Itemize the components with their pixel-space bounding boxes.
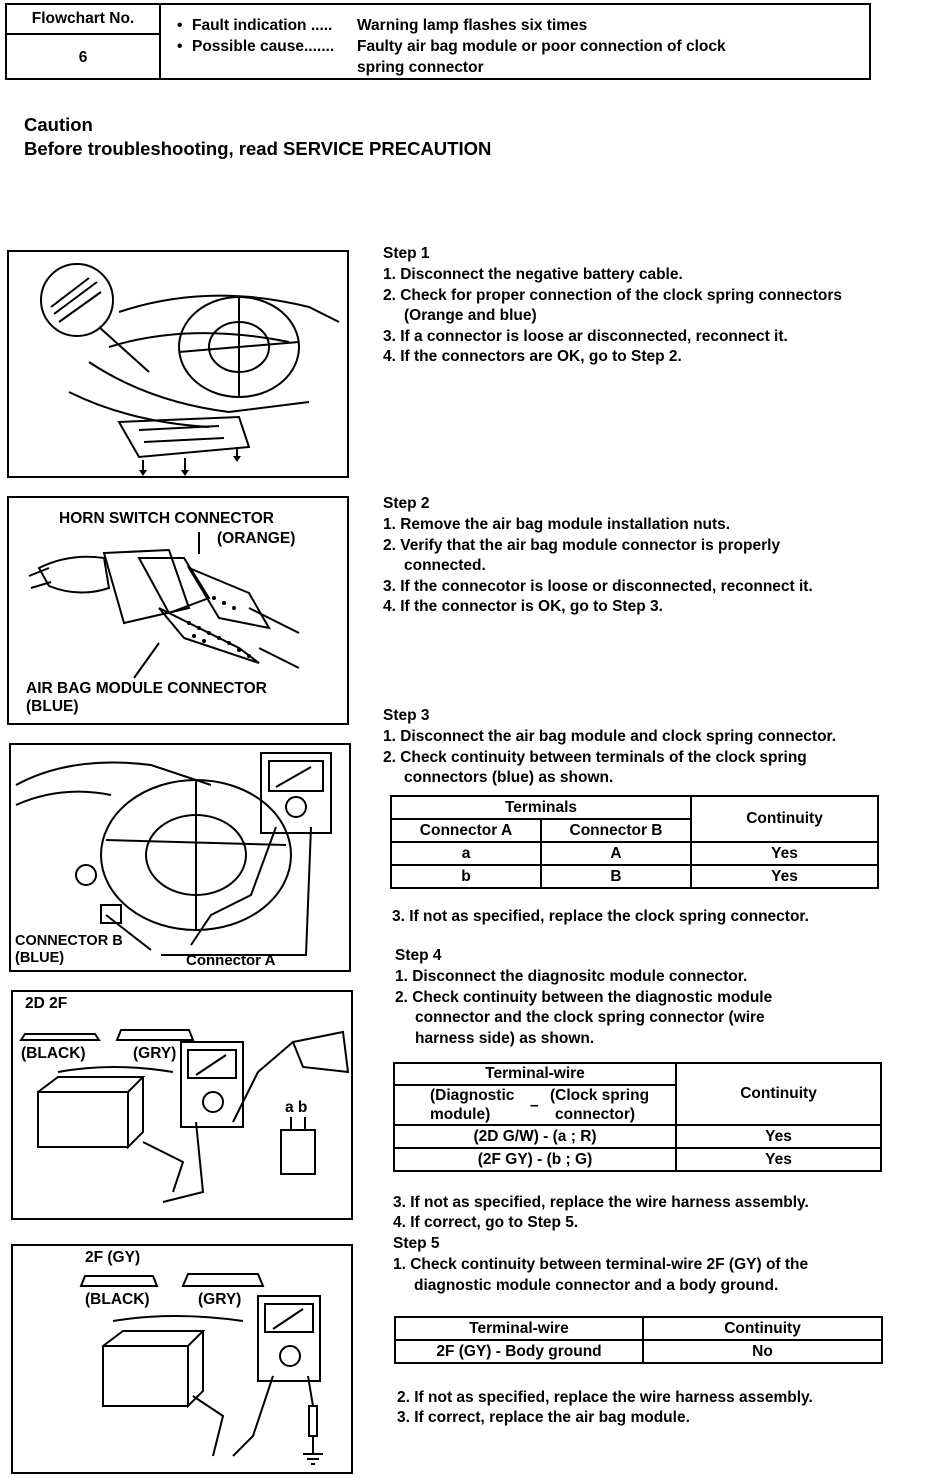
step1-item: 2. Check for proper connection of the clock spring connectors [383,287,843,304]
figure-step1-dashboard [7,250,349,478]
table-row [394,1125,881,1148]
step2-item: 2. Verify that the air bag module connector is properly [383,537,781,554]
terminal-wire-header: Terminal-wire [395,1317,643,1340]
flowchart-label: Flowchart No. [7,5,159,35]
bodyground-meter-illustration [13,1246,351,1472]
step5-item: 1. Check continuity between terminal-wire 2F (GY) of the [393,1256,809,1273]
clockspring-line2: connector) [555,1106,636,1123]
table-cell: Yes [691,865,878,888]
connector-a-header: Connector A [391,819,541,842]
gry-label: (GRY) [198,1291,242,1308]
table-cell: Yes [676,1125,881,1148]
dashboard-illustration [9,252,347,476]
step1-item: 1. Disconnect the negative battery cable. [383,266,683,283]
step4-continuity-table [393,1062,882,1172]
diagnostic-line2: module) [430,1106,491,1123]
step2-title: Step 2 [383,495,430,512]
figure-step3-clockspring [9,743,351,972]
step5-after: 2. If not as specified, replace the wire harness assembly. [397,1389,813,1406]
step2-item: 4. If the connector is OK, go to Step 3. [383,598,663,615]
pin-label: 2F (GY) [85,1249,141,1266]
step4-title: Step 4 [395,947,442,964]
step3-item: connectors (blue) as shown. [404,769,614,786]
step4-after: 4. If correct, go to Step 5. [393,1214,579,1231]
gry-label: (GRY) [133,1045,177,1062]
continuity-header: Continuity [643,1317,882,1340]
table-cell: No [643,1340,882,1363]
blue-label: (BLUE) [15,950,65,966]
step3-item: 1. Disconnect the air bag module and clock spring connector. [383,728,837,745]
table-cell: Yes [676,1148,881,1171]
table-cell: (2D G/W) - (a ; R) [394,1125,676,1148]
step1-item: 4. If the connectors are OK, go to Step 2. [383,348,682,365]
connector-a-label: Connector A [186,952,276,969]
step1-title: Step 1 [383,245,430,262]
caution-text: Before troubleshooting, read SERVICE PRECAUTION [24,138,492,159]
step2-item: 3. If the connecotor is loose or disconnected, reconnect it. [383,578,813,595]
table-cell: 2F (GY) - Body ground [395,1340,643,1363]
orange-label: (ORANGE) [217,530,296,547]
terminal-wire-header: Terminal-wire [394,1063,676,1085]
continuity-header: Continuity [691,796,878,842]
figure-step4-diagnostic [11,990,353,1220]
step3-after: 3. If not as specified, replace the clock spring connector. [392,908,809,925]
clockspring-line1: (Clock spring [550,1087,650,1104]
cause-label: Possible cause....... [192,38,335,55]
table-cell: Yes [691,842,878,865]
table-row [395,1340,882,1363]
step2-item: 1. Remove the air bag module installation nuts. [383,516,731,533]
dash: – [530,1097,539,1114]
terminals-header: Terminals [391,796,691,819]
airbag-connector-label: AIR BAG MODULE CONNECTOR [26,680,267,697]
step4-after: 3. If not as specified, replace the wire harness assembly. [393,1194,809,1211]
flowchart-header [5,3,871,80]
connector-b-label: CONNECTOR B [15,933,123,949]
table-row [391,842,878,865]
table-row [394,1148,881,1171]
diagnostic-line1: (Diagnostic [430,1087,515,1104]
figure-step2-connectors [7,496,349,725]
step5-item: diagnostic module connector and a body ground. [414,1277,779,1294]
step4-item: connector and the clock spring connector (wire [415,1009,765,1026]
black-label: (BLACK) [85,1291,150,1308]
continuity-header: Continuity [676,1063,881,1125]
table-cell: (2F GY) - (b ; G) [394,1148,676,1171]
step4-item: harness side) as shown. [415,1030,595,1047]
step2-item: connected. [404,557,486,574]
connector-illustration [9,498,347,723]
step3-continuity-table [390,795,879,889]
step1-item: 3. If a connector is loose ar disconnected, reconnect it. [383,328,788,345]
bullet-icon: • [177,38,183,55]
step5-title: Step 5 [393,1235,440,1252]
step4-item: 2. Check continuity between the diagnostic module [395,989,773,1006]
step4-item: 1. Disconnect the diagnositc module connector. [395,968,748,985]
step3-item: 2. Check continuity between terminals of the clock spring [383,749,807,766]
terminal-wire-subheader [394,1085,676,1125]
blue-label: (BLUE) [26,698,79,715]
fault-label: Fault indication ..... [192,17,333,34]
figure-step5-bodyground [11,1244,353,1474]
table-cell: a [391,842,541,865]
cause-value-line2: spring connector [357,59,484,76]
table-row [391,865,878,888]
bullet-icon: • [177,17,183,34]
table-cell: b [391,865,541,888]
ab-label: a b [285,1099,308,1116]
connector-b-header: Connector B [541,819,691,842]
step1-item: (Orange and blue) [404,307,537,324]
horn-switch-label: HORN SWITCH CONNECTOR [59,510,274,527]
flowchart-number: 6 [78,49,88,66]
table-cell: A [541,842,691,865]
table-cell: B [541,865,691,888]
fault-value: Warning lamp flashes six times [357,17,588,34]
step3-title: Step 3 [383,707,430,724]
black-label: (BLACK) [21,1045,86,1062]
pin-labels: 2D 2F [25,995,68,1012]
step5-continuity-table [394,1316,883,1364]
cause-value-line1: Faulty air bag module or poor connection of clock [357,38,726,55]
step5-after: 3. If correct, replace the air bag module. [397,1409,690,1426]
caution-title: Caution [24,114,93,135]
diagnostic-meter-illustration [13,992,351,1218]
